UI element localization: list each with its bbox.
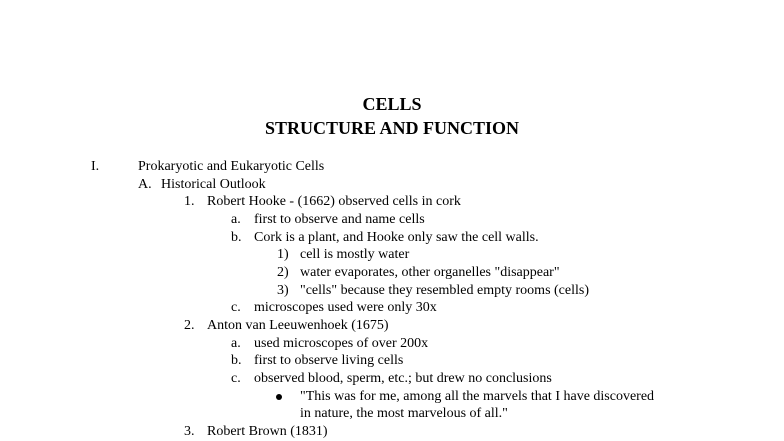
outline-item-leeuwenhoek: Anton van Leeuwenhoek (1675) (207, 318, 389, 333)
outline-marker-I: I. (91, 159, 100, 174)
document-title: CELLS (362, 94, 422, 114)
outline-marker-1: 1. (184, 194, 195, 209)
outline-marker-2: 2. (184, 318, 195, 333)
bullet-icon (276, 394, 282, 400)
outline-marker-1a: a. (231, 212, 241, 227)
outline-marker-1b2: 2) (277, 265, 289, 280)
document-subtitle: STRUCTURE AND FUNCTION (264, 118, 520, 138)
outline-item-2c: observed blood, sperm, etc.; but drew no conclusions (254, 371, 552, 386)
quote-line-1: "This was for me, among all the marvels that I have discovered (300, 389, 655, 404)
outline-item-1c: microscopes used were only 30x (254, 300, 437, 315)
outline-item-2b: first to observe living cells (254, 353, 404, 368)
outline-item-robert-hooke: Robert Hooke - (1662) observed cells in cork (207, 194, 461, 209)
outline-marker-A: A. (138, 177, 152, 192)
outline-marker-1b3: 3) (277, 283, 289, 298)
outline-item-robert-brown: Robert Brown (1831) (207, 424, 328, 439)
outline-marker-2a: a. (231, 336, 241, 351)
outline-marker-3: 3. (184, 424, 195, 439)
outline-subheading-historical-outlook: Historical Outlook (161, 177, 266, 192)
outline-heading-prokaryotic-eukaryotic: Prokaryotic and Eukaryotic Cells (138, 159, 325, 174)
outline-marker-1b: b. (231, 230, 242, 245)
outline-marker-2c: c. (231, 371, 241, 386)
quote-line-2: in nature, the most marvelous of all." (300, 406, 508, 421)
outline-marker-2b: b. (231, 353, 242, 368)
outline-item-1b3: "cells" because they resembled empty rooms (cells) (300, 283, 589, 298)
outline-item-1b2: water evaporates, other organelles "disappear" (300, 265, 560, 280)
outline-item-1b1: cell is mostly water (300, 247, 410, 262)
outline-marker-1b1: 1) (277, 247, 289, 262)
outline-item-1a: first to observe and name cells (254, 212, 425, 227)
outline-marker-1c: c. (231, 300, 241, 315)
outline-item-1b: Cork is a plant, and Hooke only saw the cell walls. (254, 230, 539, 245)
outline-item-2a: used microscopes of over 200x (254, 336, 429, 351)
